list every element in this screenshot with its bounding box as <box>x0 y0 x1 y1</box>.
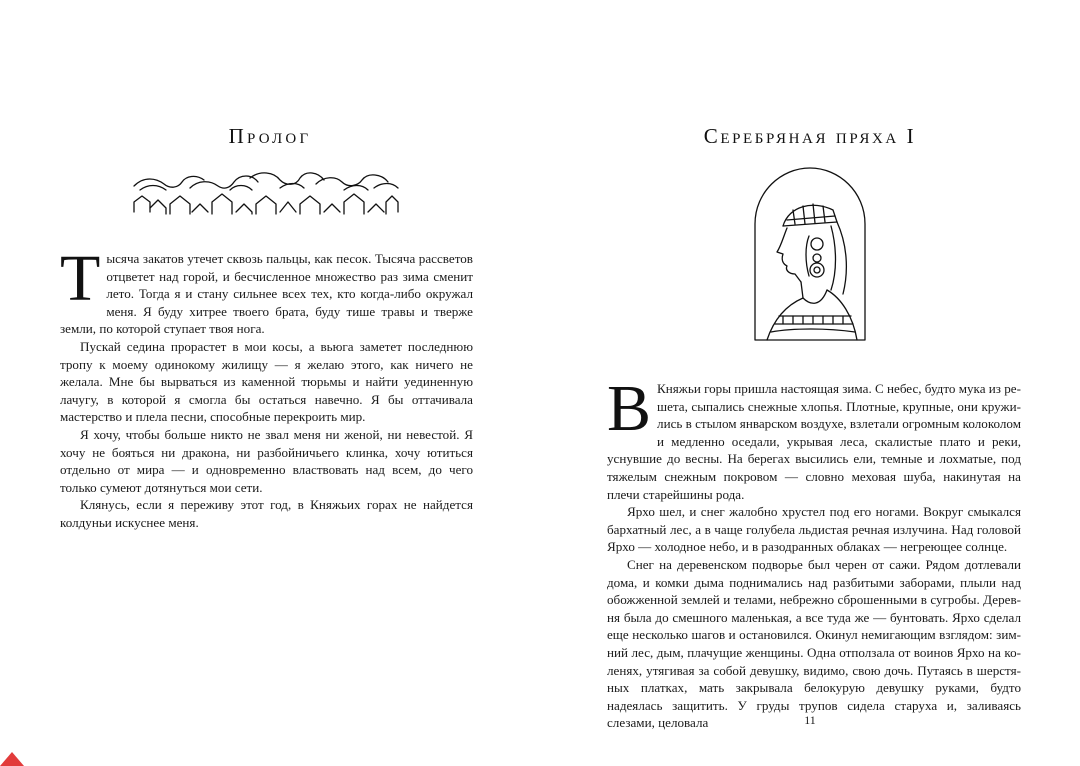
prologue-text <box>60 242 473 532</box>
paragraph: Пускай седина прорастет в мои косы, а вьюга заметет последнюю тропу к моему одинокому жилищу — я желаю этого, как ничего не желала. Мне бы вырваться из каменной тюрьмы и найти уединенную лачугу, в которой я смогла бы остаться навечно. Я бы оттачивала мастерство и плела песни, способные перекроить мир. <box>60 338 473 425</box>
corner-marker-icon <box>0 752 24 766</box>
page-number: 11 <box>804 713 816 727</box>
paragraph-text: Княжьи горы пришла настоящая зима. С небес, будто мука из решета, сыпались снежные хлопья. Плотные, крупные, они кружились в стылом январском воздухе, взлетали огромным колоколом и медленно оседали, укрывая леса, скалистые плато и реки, уснувшие до весны. На берегах высились ели, темные и лохматые, под тяжелым снежным покровом — словно меховая шуба, накинутая на плечи старейшины рода. <box>607 381 1022 502</box>
woman-portrait-icon <box>753 166 867 342</box>
chapter-text <box>607 372 1022 732</box>
right-page <box>540 0 1080 766</box>
village-ornament-icon <box>130 168 402 216</box>
paragraph: Ярхо шел, и снег жалобно хрустел под его ногами. Вокруг смыкался бархатный лес, а в чаще голубела льдистая речная излучина. Над головой Ярхо — холодное небо, и в разодранных облаках — негреющее солнце. <box>607 504 1021 555</box>
paragraph-text: ысяча закатов утечет сквозь пальцы, как песок. Тысяча рассветов отцветет над горой, и бесчисленное множество раз зима сменит лето. Тогда я и стану сильнее всех тех, кто когда-либо окружал меня. Я буду хитрее твоего брата, буду тише травы и тверже земли, по которой ступает твоя нога. <box>60 251 473 337</box>
paragraph <box>60 242 473 338</box>
dropcap: В <box>607 372 652 445</box>
prologue-title: Пролог <box>228 124 312 148</box>
paragraph: Я хочу, чтобы больше никто не звал меня ни женой, ни невестой. Я хочу не бояться ни дракона, ни разбойничьего клинка, хочу ютиться отдельно от мира — и одновременно властвовать над всем, до чего только сумеют дотянуться мои сети. <box>60 426 473 495</box>
paragraph <box>607 372 1022 503</box>
chapter-title: Серебряная пряха I <box>703 124 917 148</box>
paragraph: Снег на деревенском подворье был черен от сажи. Рядом дотлевали дома, и комки дыма поднимались над разбитыми заборами, плыли над обожженной землей и телами, небрежно сброшенными в сугробы. Деревня была до смешного маленькая, а все туда же — бунтовать. Ярхо сделал еще несколько шагов и остановился. Окинул немигающим взглядом: зимний лес, дым, плачущие женщины. Одна отползала от воинов Ярхо на коленях, утягивая за собой девушку, видимо, свою дочь. Путаясь в шерстяных платках, мать закрывала белокурую девушку руками, будто надеялась защитить. У груды трупов сидела старуха и, заливаясь слезами, целовала <box>607 556 1021 731</box>
dropcap: Т <box>60 242 101 315</box>
paragraph: Клянусь, если я переживу этот год, в Княжьих горах не найдется колдуньи искуснее меня. <box>60 497 473 530</box>
